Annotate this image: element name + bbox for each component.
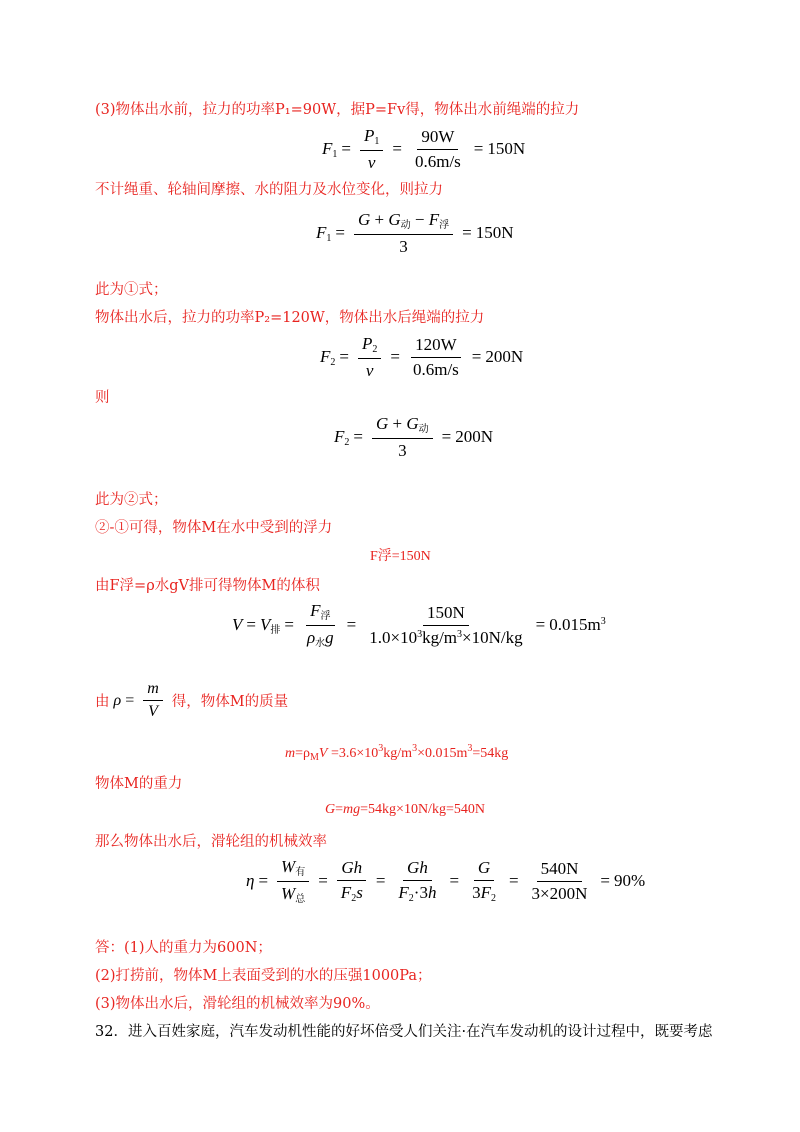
eq9-result: 90% xyxy=(614,871,646,890)
equation-8: G=mg=54kg×10N/kg=540N xyxy=(325,802,485,817)
equation-5: F浮=150N xyxy=(370,549,431,564)
text-line-4: 物体出水后，拉力的功率P₂=120W，物体出水后绳端的拉力 xyxy=(95,310,485,326)
eq1-result: 150N xyxy=(487,139,526,159)
rho-formula: ρ = $\frac{m}{V}$ xyxy=(114,680,168,722)
equation-4: $F_2$ = $\frac{G + G_动}{3}$ = 200N xyxy=(334,414,494,460)
text-line-9 xyxy=(95,680,288,722)
question-32: 32．进入百姓家庭，汽车发动机性能的好坏倍受人们关注·在汽车发动机的设计过程中，既要考虑 xyxy=(95,1024,713,1040)
text-line-1: (3)物体出水前，拉力的功率P₁=90W，据P=Fv得，物体出水前绳端的拉力 xyxy=(95,102,580,118)
equation-2: $F_1$ = $\frac{G + G_动 - F_浮}{3}$ = 150N xyxy=(316,210,514,256)
text-line-10: 物体M的重力 xyxy=(95,776,183,792)
eq9-denominator: 3×200N xyxy=(531,883,588,903)
eq2-result: 150N xyxy=(475,223,514,243)
text-line-3: 此为①式； xyxy=(95,282,168,298)
text-line-9-prefix: 由 xyxy=(95,694,110,711)
text-line-6: 此为②式； xyxy=(95,492,168,508)
eq4-result: 200N xyxy=(455,427,494,447)
answer-1: 答：(1)人的重力为600N； xyxy=(95,940,272,956)
equation-3: $F_2$ = $\frac{P_2}{v}$ = $\frac{120W}{0.6m/s}$ = 200N xyxy=(320,334,524,380)
answer-3: (3)物体出水后，滑轮组的机械效率为90%。 xyxy=(95,996,380,1012)
equation-6: V = $V_排$ = $\frac{F_浮}{\rho_水g}$ = $\frac{150N}{1.0\times 10^3kg/m^3\times 10N/kg}$ = $0.015m^3$ xyxy=(232,601,606,649)
text-line-9-suffix: 得，物体M的质量 xyxy=(171,694,289,711)
text-line-2: 不计绳重、轮轴间摩擦、水的阻力及水位变化，则拉力 xyxy=(95,182,443,198)
equation-9: η = $\frac{W_有}{W_总}$ = $\frac{Gh}{F_2s}$ = $\frac{Gh}{F_2\cdot 3h}$ = $\frac{G}{3F_2}$ = $\frac{540N}{3\times 200N}$ = 90% xyxy=(246,857,646,905)
text-line-8: 由F浮=ρ水gV排可得物体M的体积 xyxy=(95,578,320,594)
equation-7: $m=\rho_MV =3.6\times 10^3kg/m^3\times 0.015m^3=54kg$ xyxy=(285,743,509,763)
eq3-result: 200N xyxy=(485,347,524,367)
equation-1: $F_1$ = $\frac{P_1}{v}$ = $\frac{90W}{0.6m/s}$ = 150N xyxy=(322,126,526,172)
answer-2: (2)打捞前，物体M上表面受到的水的压强1000Pa； xyxy=(95,968,432,984)
eq9-numerator: 540N xyxy=(537,859,583,882)
text-line-11: 那么物体出水后，滑轮组的机械效率 xyxy=(95,834,327,850)
text-line-5: 则 xyxy=(95,390,110,406)
text-line-7: ②-①可得，物体M在水中受到的浮力 xyxy=(95,520,333,536)
